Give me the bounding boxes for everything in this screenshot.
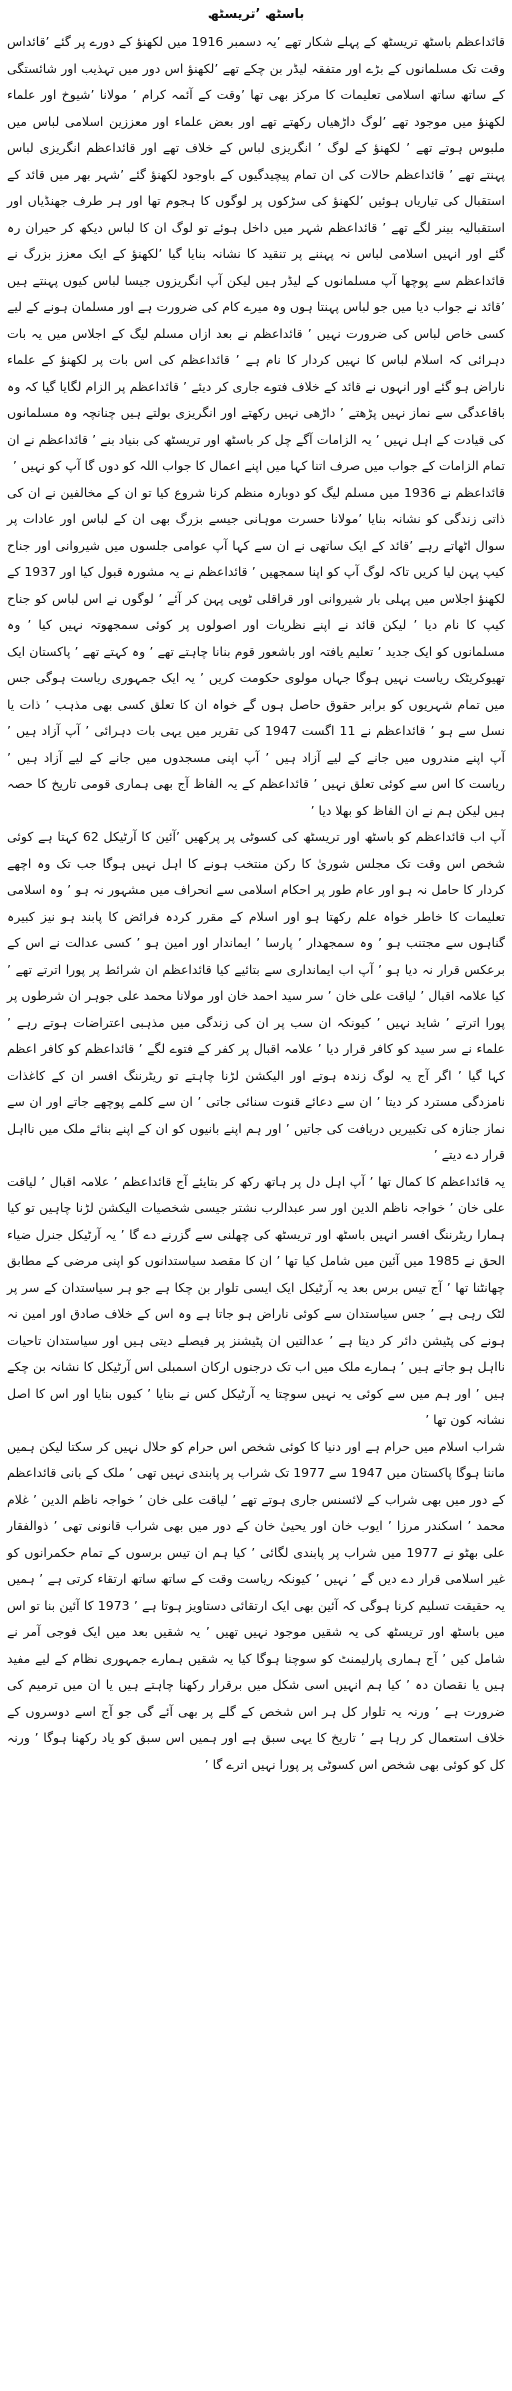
article-paragraph-4: یہ قائداعظم کا کمال تھا ’ آپ اہل دل پر ہاتھ رکھ کر بتایئے آج قائداعظم ’ علامہ اقبال ’ لیاقت علی خان ’ خواجہ ناظم الدین اور سر عبدالرب نشتر جیسی شخصیات الیکشن لڑنا چاہیں تو کیا ہمارا ریٹرننگ افسر انہیں باسٹھ اور تریسٹھ کی چھلنی سے گزرنے دے گا ’ یہ آرٹیکل جنرل ضیاء الحق نے 1985 میں آئین میں شامل کیا تھا ’ ان کا مقصد سیاستدانوں کو اپنی مرضی کے مطابق چھانٹنا تھا ’ آج تیس برس بعد یہ آرٹیکل ایک ایسی تلوار بن چکا ہے جو ہر سیاستدان کے سر پر لٹک رہی ہے ’ جس سیاستدان سے کوئی ناراض ہو جاتا ہے وہ اس کے خلاف صادق اور امین نہ ہونے کی پٹیشن دائر کر دیتا ہے ’ عدالتیں ان پٹیشنز پر فیصلے دیتی ہیں اور سیاستدان تاحیات نااہل ہو جاتے ہیں ’ ہمارے ملک میں اب تک درجنوں ارکان اسمبلی اس آرٹیکل کا نشانہ بن چکے ہیں ’ اور ہم میں سے کوئی یہ نہیں سوچتا یہ آرٹیکل کس نے بنایا ’ کیوں بنایا اور اس کا اصل نشانہ کون تھا ’ bbox=[7, 1173, 505, 1427]
article-paragraph-5: شراب اسلام میں حرام ہے اور دنیا کا کوئی شخص اس حرام کو حلال نہیں کر سکتا لیکن ہمیں ماننا ہوگا پاکستان میں 1947 سے 1977 تک شراب پر پابندی نہیں تھی ’ ملک کے بانی قائداعظم کے دور میں بھی شراب کے لائسنس جاری ہوتے تھے ’ لیاقت علی خان ’ خواجہ ناظم الدین ’ غلام محمد ’ اسکندر مرزا ’ ایوب خان اور یحییٰ خان کے دور میں بھی شراب قانونی تھی ’ ذوالفقار علی بھٹو نے 1977 میں شراب پر پابندی لگائی ’ کیا ہم ان تیس برسوں کے تمام حکمرانوں کو غیر اسلامی قرار دے دیں گے ’ نہیں ’ کیونکہ ریاست وقت کے ساتھ ساتھ ارتقاء کرتی ہے ’ ہمیں یہ حقیقت تسلیم کرنا ہوگی کہ آئین بھی ایک ارتقائی دستاویز ہوتا ہے ’ 1973 کا آئین بنا تو اس میں باسٹھ اور تریسٹھ کی یہ شقیں موجود نہیں تھیں ’ یہ شقیں بعد میں ایک فوجی آمر نے شامل کیں ’ آج ہماری پارلیمنٹ کو سوچنا ہوگا کیا یہ شقیں ہمارے جمہوری نظام کے لیے مفید ہیں یا نقصان دہ ’ کیا ہم انہیں اسی شکل میں برقرار رکھنا چاہتے ہیں یا ان میں ترمیم کی ضرورت ہے ’ ورنہ یہ تلوار کل ہر اس شخص کے گلے پر بھی آئے گی جو آج اسے دوسروں کے خلاف استعمال کر رہا ہے ’ تاریخ کا یہی سبق ہے اور ہمیں اس سبق کو یاد رکھنا ہوگا ’ ورنہ کل کو کوئی بھی شخص اس کسوٹی پر پورا نہیں اترے گا ’ bbox=[7, 1438, 506, 1772]
article-paragraph-2: قائداعظم نے 1936 میں مسلم لیگ کو دوبارہ منظم کرنا شروع کیا تو ان کے مخالفین نے ان کی ذاتی زندگی کو نشانہ بنایا ’مولانا حسرت موہانی جیسے بزرگ بھی ان کے لباس اور عادات پر سوال اٹھاتے رہے ’قائد کے ایک ساتھی نے ان سے کہا آپ عوامی جلسوں میں شیروانی اور جناح کیپ پہن لیا کریں تاکہ لوگ آپ کو اپنا سمجھیں ’ قائداعظم نے یہ مشورہ قبول کیا اور 1937 کے لکھنؤ اجلاس میں پہلی بار شیروانی اور قراقلی ٹوپی پہن کر آئے ’ لوگوں نے اس لباس کو جناح کیپ کا نام دیا ’ لیکن قائد نے اپنے نظریات اور اصولوں پر کوئی سمجھوتہ نہیں کیا ’ وہ مسلمانوں کو ایک جدید ’ تعلیم یافتہ اور باشعور قوم بنانا چاہتے تھے ’ وہ کہتے تھے ’ پاکستان ایک تھیوکریٹک ریاست نہیں ہوگا جہاں مولوی حکومت کریں ’ یہ ایک جمہوری ریاست ہوگی جس میں تمام شہریوں کو برابر حقوق حاصل ہوں گے خواہ ان کا تعلق کسی بھی مذہب ’ ذات یا نسل سے ہو ’ قائداعظم نے 11 اگست 1947 کی تقریر میں یہی بات دہرائی ’ آپ آزاد ہیں ’ آپ اپنے مندروں میں جانے کے لیے آزاد ہیں ’ آپ اپنی مسجدوں میں جانے کے لیے آزاد ہیں ’ ریاست کا اس سے کوئی تعلق نہیں ’ قائداعظم کے یہ الفاظ آج بھی ہماری قومی تاریخ کا حصہ ہیں لیکن ہم نے ان الفاظ کو بھلا دیا ’ bbox=[7, 484, 506, 818]
article-paragraph-1: قائداعظم باسٹھ تریسٹھ کے پہلے شکار تھے ’یہ دسمبر 1916 میں لکھنؤ کے دورے پر گئے ’قائداس وقت تک مسلمانوں کے بڑے اور متفقہ لیڈر بن چکے تھے ’لکھنؤ اس دور میں تہذیب اور شائستگی کے ساتھ ساتھ اسلامی تعلیمات کا مرکز بھی تھا ’وقت کے آئمہ کرام ’ مولانا ’شیوخ اور علماء لکھنؤ میں موجود تھے ’لوگ داڑھیاں رکھتے تھے اور بعض علماء اور معززین اسلامی لباس میں ملبوس ہوتے تھے ’ لکھنؤ کے لوگ ’ انگریزی لباس کے خلاف تھے اور قائداعظم انگریزی لباس پہنتے تھے ’ قائداعظم حالات کی ان تمام پیچیدگیوں کے باوجود لکھنؤ گئے ’شہر بھر میں قائد کے استقبال کی تیاریاں ہوئیں ’لکھنؤ کی سڑکوں پر لوگوں کا ہجوم تھا اور ہر طرف جھنڈیاں اور استقبالیہ بینر لگے تھے ’ قائداعظم شہر میں داخل ہوئے تو لوگ ان کا لباس دیکھ کر حیران رہ گئے اور انہیں اسلامی لباس نہ پہننے پر تنقید کا نشانہ بنایا گیا ’لکھنؤ کے ایک معزز بزرگ نے قائداعظم سے پوچھا آپ مسلمانوں کے لیڈر ہیں لیکن آپ انگریزوں جیسا لباس کیوں پہنتے ہیں ’قائد نے جواب دیا میں جو لباس پہنتا ہوں وہ میرے کام کی ضرورت ہے اور مسلمان ہونے کے لیے کسی خاص لباس کی ضرورت نہیں ’ قائداعظم نے بعد ازاں مسلم لیگ کے اجلاس میں یہ بات دہرائی کہ اسلام لباس کا نہیں کردار کا نام ہے ’ قائداعظم کی اس بات پر لکھنؤ کے علماء ناراض ہو گئے اور انہوں نے قائد کے خلاف فتوے جاری کر دیئے ’ قائداعظم پر الزام لگایا گیا کہ وہ باقاعدگی سے نماز نہیں پڑھتے ’ داڑھی نہیں رکھتے اور انگریزی بولتے ہیں چنانچہ وہ مسلمانوں کی قیادت کے اہل نہیں ’ یہ الزامات آگے چل کر باسٹھ اور تریسٹھ کی بنیاد بنے ’ قائداعظم نے ان تمام الزامات کے جواب میں صرف اتنا کہا میں اپنے اعمال کا جواب اللہ کو دوں گا آپ کو نہیں ’ bbox=[7, 34, 505, 473]
article-body bbox=[7, 29, 505, 1778]
article-title: باسٹھ ’تریسٹھ bbox=[207, 7, 305, 22]
article-paragraph-3: آپ اب قائداعظم کو باسٹھ اور تریسٹھ کی کسوٹی پر پرکھیں ’آئین کا آرٹیکل 62 کہتا ہے کوئی شخص اس وقت تک مجلس شوریٰ کا رکن منتخب ہونے کا اہل نہیں ہوگا جب تک وہ اچھے کردار کا حامل نہ ہو اور عام طور پر احکام اسلامی سے انحراف میں مشہور نہ ہو ’ وہ اسلامی تعلیمات کا خاطر خواہ علم رکھتا ہو اور اسلام کے مقرر کردہ فرائض کا پابند ہو نیز کبیرہ گناہوں سے مجتنب ہو ’ وہ سمجھدار ’ پارسا ’ ایماندار اور امین ہو ’ کسی عدالت نے اس کے برعکس قرار نہ دیا ہو ’ آپ اب ایمانداری سے بتائیے کیا قائداعظم ان شرائط پر پورا اترتے تھے ’ کیا علامہ اقبال ’ لیاقت علی خان ’ سر سید احمد خان اور مولانا محمد علی جوہر ان شرطوں پر پورا اترتے ’ شاید نہیں ’ کیونکہ ان سب پر ان کی زندگی میں مذہبی اعتراضات ہوتے رہے ’ علماء نے سر سید کو کافر قرار دیا ’ علامہ اقبال پر کفر کے فتوے لگے ’ قائداعظم کو کافر اعظم کہا گیا ’ اگر آج یہ لوگ زندہ ہوتے اور الیکشن لڑنا چاہتے تو ریٹرننگ افسر ان کے کاغذات نامزدگی مسترد کر دیتا ’ ان سے دعائے قنوت سنائی جاتی ’ ان سے کلمے پوچھے جاتے اور ان سے نماز جنازہ کی تکبیریں دریافت کی جاتیں ’ اور ہم اپنے بانیوں کو ان کے اپنے بنائے ملک میں نااہل قرار دے دیتے ’ bbox=[7, 829, 505, 1162]
